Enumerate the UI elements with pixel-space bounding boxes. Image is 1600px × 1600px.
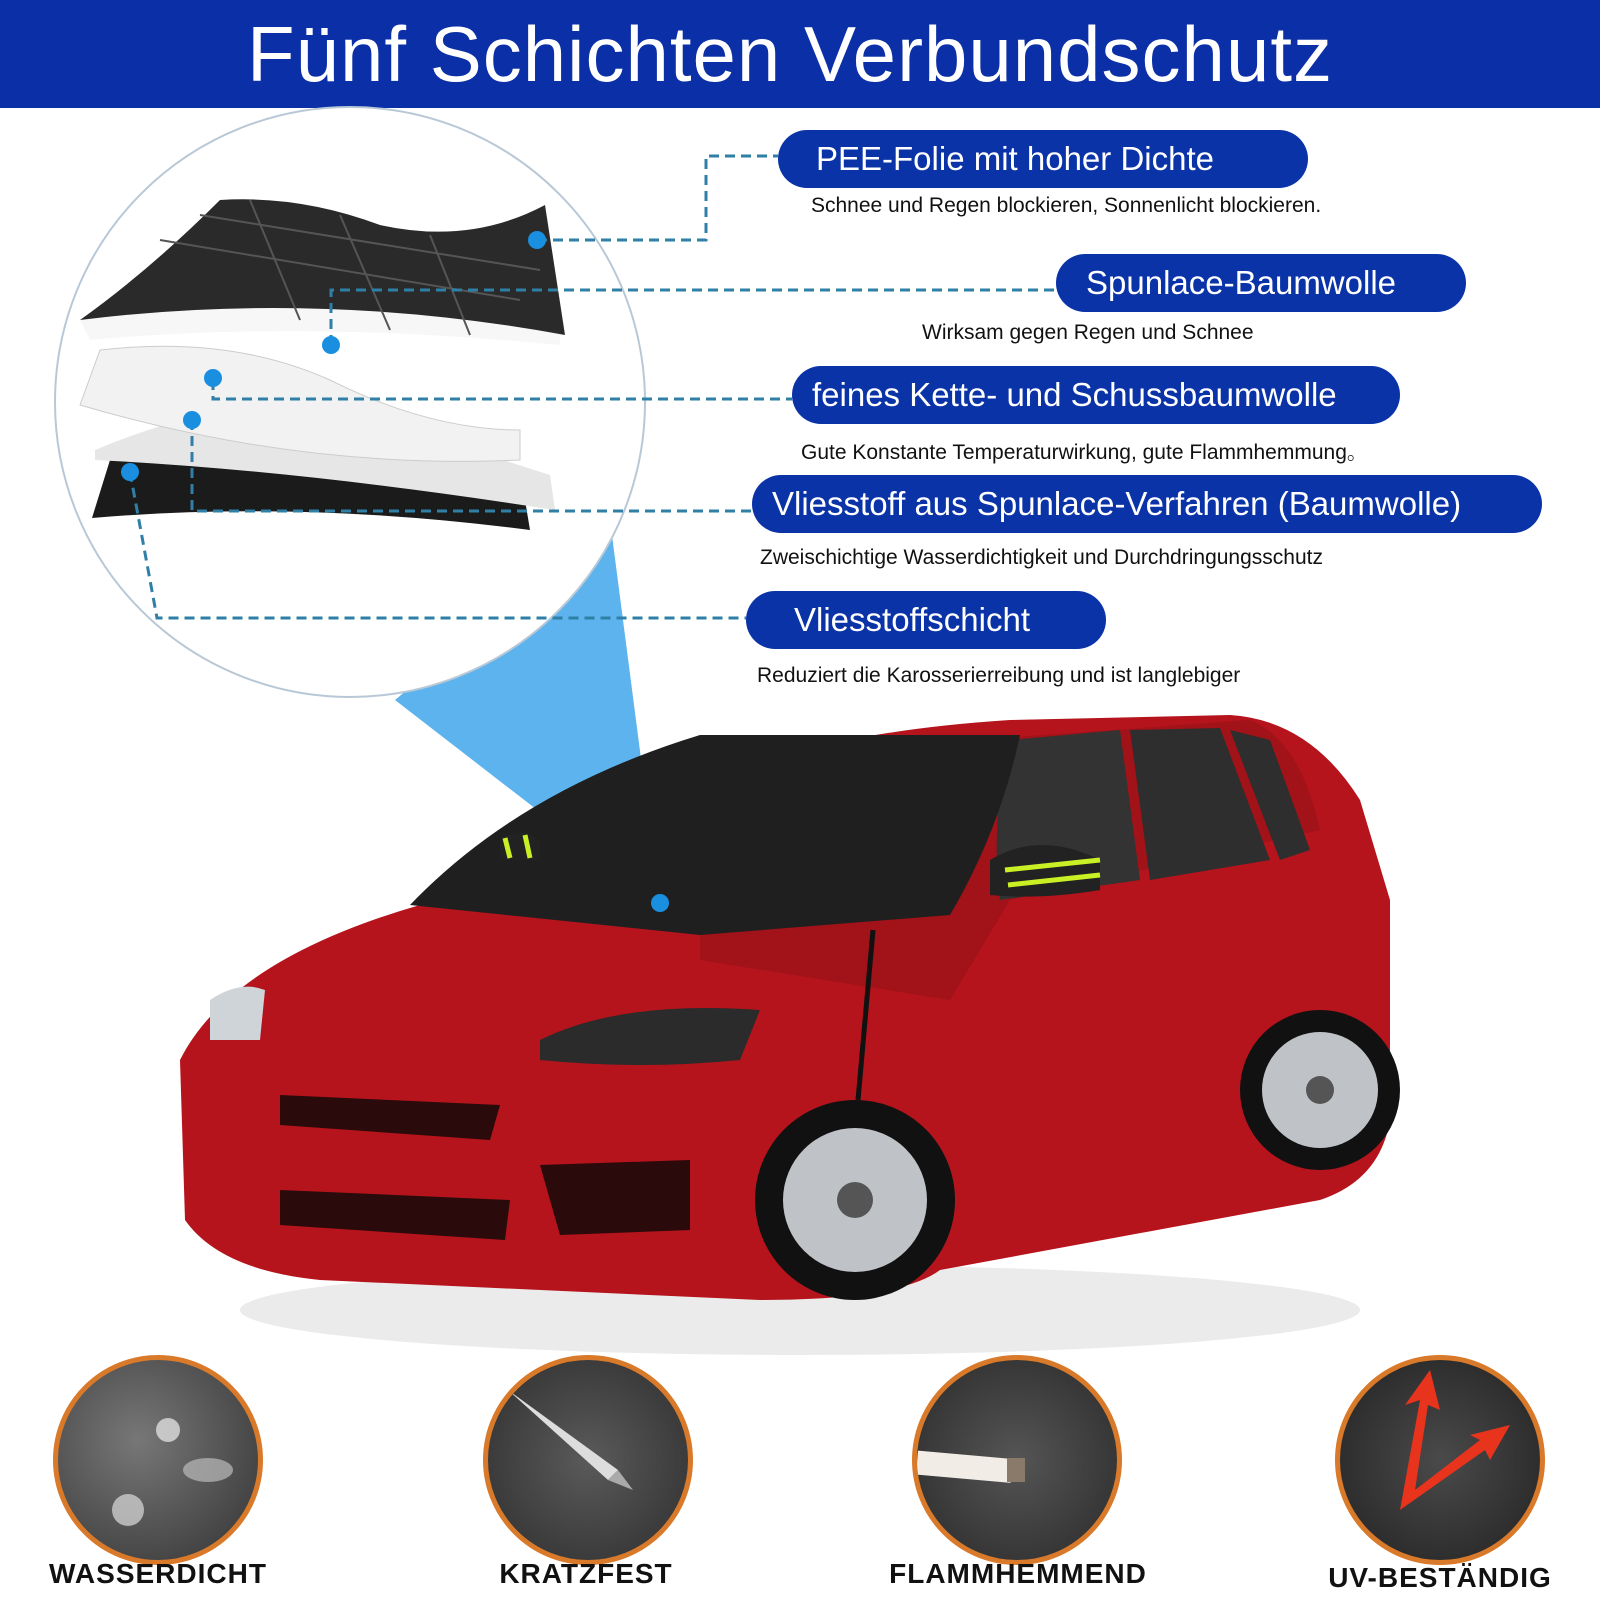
layer-label-spunlace-nonwoven: [752, 475, 1542, 533]
layer-title: Vliesstoffschicht: [794, 601, 1030, 638]
layer-description: Wirksam gegen Regen und Schnee: [922, 321, 1254, 344]
scratch-resistant-icon: [483, 1355, 693, 1565]
layer-description: Zweischichtige Wasserdichtigkeit und Durchdringungsschutz: [760, 546, 1323, 569]
layer-label-pee-film: [778, 130, 1308, 188]
layer-title: PEE-Folie mit hoher Dichte: [816, 140, 1214, 177]
flame-retardant-icon: [912, 1355, 1122, 1565]
layer-label-nonwoven-layer: [746, 591, 1106, 649]
feature-label: FLAMMHEMMEND: [889, 1558, 1147, 1589]
page-title: Fünf Schichten Verbundschutz: [247, 9, 1333, 98]
feature-label: WASSERDICHT: [49, 1558, 267, 1589]
car-illustration: [180, 715, 1400, 1355]
feature-label: UV-BESTÄNDIG: [1328, 1562, 1552, 1593]
waterproof-icon: [53, 1355, 263, 1565]
uv-resistant-icon: [1335, 1355, 1545, 1565]
layer-title: Spunlace-Baumwolle: [1086, 264, 1397, 301]
layer-description: Gute Konstante Temperaturwirkung, gute Flammhemmung。: [801, 441, 1368, 464]
layer-title: Vliesstoff aus Spunlace-Verfahren (Baumwolle): [772, 485, 1462, 522]
feature-label: KRATZFEST: [499, 1558, 673, 1589]
layer-label-spunlace-cotton: [1056, 254, 1466, 312]
layer-description: Schnee und Regen blockieren, Sonnenlicht blockieren.: [811, 194, 1322, 217]
layer-label-warp-weft-cotton: [792, 366, 1400, 424]
layer-description: Reduziert die Karosserierreibung und ist langlebiger: [757, 664, 1241, 687]
layer-title: feines Kette- und Schussbaumwolle: [812, 376, 1337, 413]
